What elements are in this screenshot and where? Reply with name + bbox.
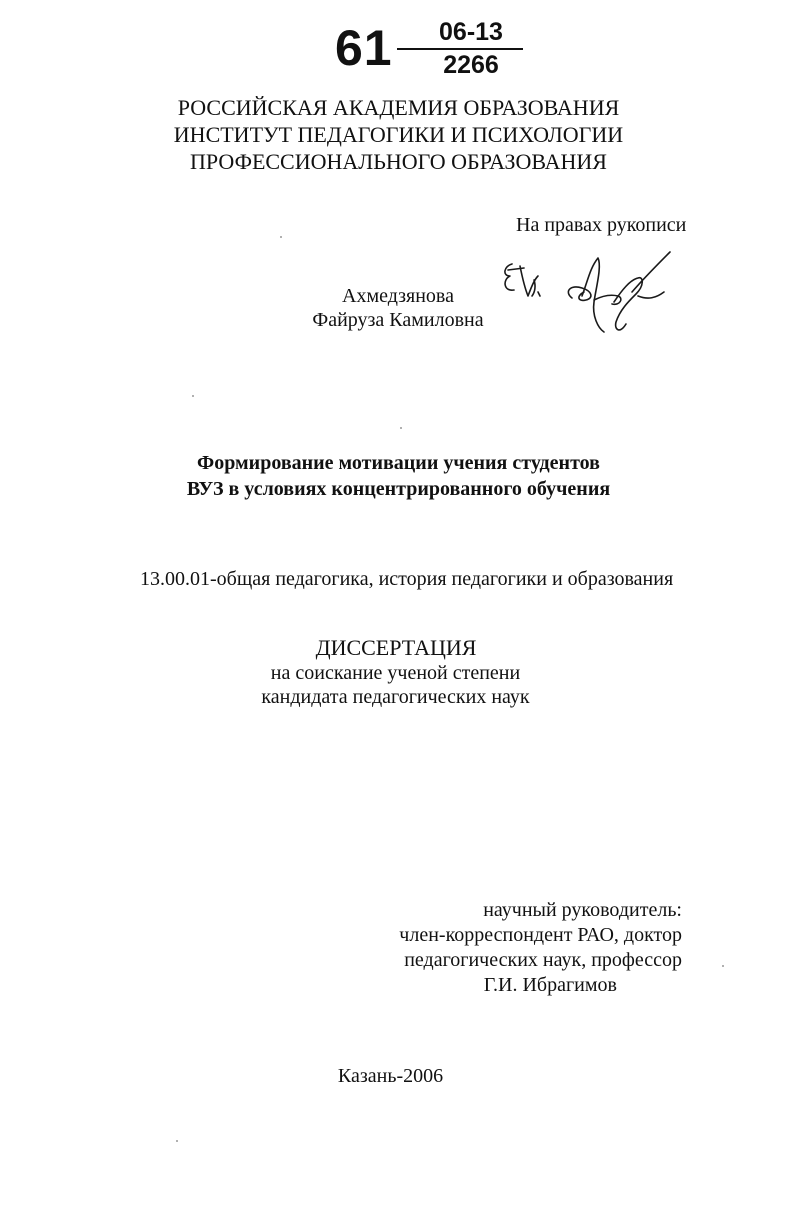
scan-speck xyxy=(176,1140,178,1142)
author-given-names: Файруза Камиловна xyxy=(312,309,484,331)
supervisor-title-1: член-корреспондент РАО, доктор xyxy=(399,924,682,946)
title-line-1: Формирование мотивации учения студентов xyxy=(197,452,600,474)
city-year: Казань-2006 xyxy=(337,1065,444,1087)
registration-denominator: 2266 xyxy=(443,51,499,79)
author-name xyxy=(300,284,496,332)
degree-block xyxy=(0,635,797,709)
supervisor-name: Г.И. Ибрагимов xyxy=(483,974,617,996)
supervisor-title-2: педагогических наук, профессор xyxy=(404,949,682,971)
supervisor-block xyxy=(399,898,682,998)
scan-speck xyxy=(722,965,724,967)
degree-line-2: кандидата педагогических наук xyxy=(261,686,530,708)
institution-header xyxy=(0,94,797,175)
handwritten-signature xyxy=(498,240,688,340)
degree-line-1: на соискание ученой степени xyxy=(270,662,521,684)
specialty-code: 13.00.01-общая педагогика, история педагогики и образования xyxy=(140,568,674,590)
rights-note: На правах рукописи xyxy=(516,214,687,236)
scan-speck xyxy=(280,236,282,238)
institution-line-2: ИНСТИТУТ ПЕДАГОГИКИ И ПСИХОЛОГИИ xyxy=(173,122,624,147)
scan-speck xyxy=(192,395,194,397)
document-type: ДИССЕРТАЦИЯ xyxy=(315,635,477,660)
registration-prefix: 61 xyxy=(335,20,393,76)
author-surname: Ахмедзянова xyxy=(342,285,454,307)
title-line-2: ВУЗ в условиях концентрированного обучения xyxy=(186,478,611,500)
institution-line-3: ПРОФЕССИОНАЛЬНОГО ОБРАЗОВАНИЯ xyxy=(190,149,607,174)
supervisor-label: научный руководитель: xyxy=(483,899,682,921)
dissertation-title xyxy=(0,450,797,502)
registration-numerator: 06-13 xyxy=(439,18,503,46)
fraction-rule xyxy=(397,48,523,50)
scan-speck xyxy=(400,427,402,429)
institution-line-1: РОССИЙСКАЯ АКАДЕМИЯ ОБРАЗОВАНИЯ xyxy=(177,95,620,120)
registration-number xyxy=(335,18,535,80)
